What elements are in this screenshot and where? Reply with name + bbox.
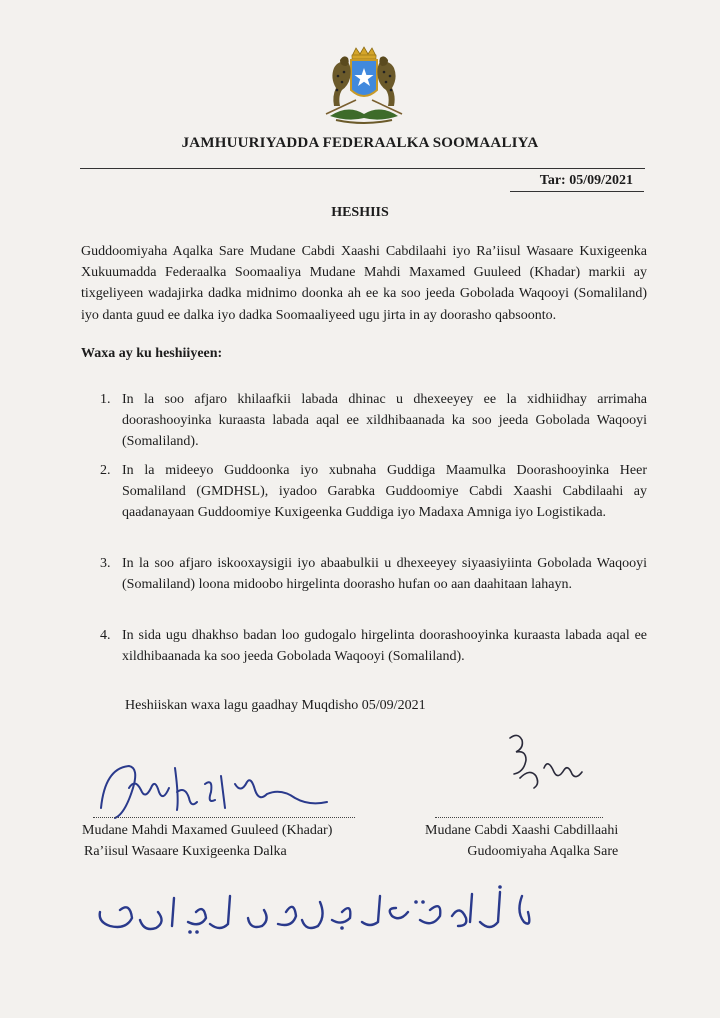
- somalia-coat-of-arms-icon: [318, 46, 410, 128]
- item-text: In la soo afjaro iskooxaysigii iyo abaabulkii u dhexeeyey siyaasiyiinta Gobolada Waqooyi (Somaliland) loona midoobo hirgelinta doorasho hufan oo aan daahitaan lahayn.: [122, 556, 647, 593]
- agreement-item: [100, 625, 647, 667]
- country-heading: JAMHUURIYADDA FEDERAALKA SOOMAALIYA: [181, 135, 539, 151]
- date-underline: [510, 191, 644, 192]
- item-number: 3.: [100, 556, 111, 571]
- item-text: In sida ugu dhakhso badan loo gudogalo hirgelinta doorashooyinka kuraasta labada aqal ee xildhibaanada ka soo jeeda Gobolada Waqooyi (Somaliland).: [122, 628, 647, 665]
- item-number: 2.: [100, 463, 111, 478]
- document-title: HESHIIS: [331, 205, 389, 220]
- item-number: 4.: [100, 628, 111, 643]
- agreement-item: [100, 553, 647, 595]
- signatory-right: [425, 820, 618, 862]
- signature-cabdi-xaashi: [500, 728, 600, 808]
- closing-statement: Heshiiskan waxa lagu gaadhay Muqdisho 05/09/2021: [125, 698, 426, 713]
- signatory-name: Mudane Mahdi Maxamed Guuleed (Khadar): [82, 823, 333, 838]
- signatory-left: [82, 820, 332, 862]
- signatory-role: Gudoomiyaha Aqalka Sare: [467, 844, 619, 859]
- agreement-heading: Waxa ay ku heshiiyeen:: [81, 346, 223, 361]
- handwritten-arabic-note: [80, 882, 540, 937]
- item-number: 1.: [100, 392, 111, 407]
- item-text: In la soo afjaro khilaafkii labada dhinac u dhexeeyey ee la xidhiidhay arrimaha doorashooyinka kuraasta labada aqal ee xildhibaanada ka soo jeeda Gobolada Waqooyi (Somaliland).: [122, 392, 647, 450]
- signatory-role: Ra’iisul Wasaare Kuxigeenka Dalka: [84, 844, 287, 859]
- document-date: Tar: 05/09/2021: [539, 173, 633, 188]
- header-divider: [80, 168, 645, 169]
- item-text: In la mideeyo Guddoonka iyo xubnaha Guddiga Maamulka Doorashooyinka Heer Somaliland (GMDHSL), iyadoo Garabka Guddoomiye Cabdi Xaashi Cabdilaahi ay qaadanayaan Guddoomiye Kuxigeenka Guddiga iyo Madaxa Amniga iyo Logistikada.: [122, 463, 647, 521]
- agreement-item: [100, 389, 647, 453]
- agreement-item: [100, 460, 647, 524]
- signature-line-left: [93, 817, 355, 818]
- signatory-name: Mudane Cabdi Xaashi Cabdillaahi: [425, 823, 619, 838]
- signature-line-right: [435, 817, 603, 818]
- intro-paragraph: Guddoomiyaha Aqalka Sare Mudane Cabdi Xaashi Cabdilaahi iyo Ra’iisul Wasaare Kuxigeenka Xukuumadda Federaalka Soomaaliya Mudane Mahdi Maxamed Guuleed (Khadar) markii ay tixgeliyeen wadajirka dadka midnimo doonka ah ee ka soo jeeda Gobolada Waqooyi (Somaliland) iyo danta guud ee dalka iyo dadka Soomaaliyeed ugu jirta in ay doorasho qabsoonto.: [81, 244, 647, 323]
